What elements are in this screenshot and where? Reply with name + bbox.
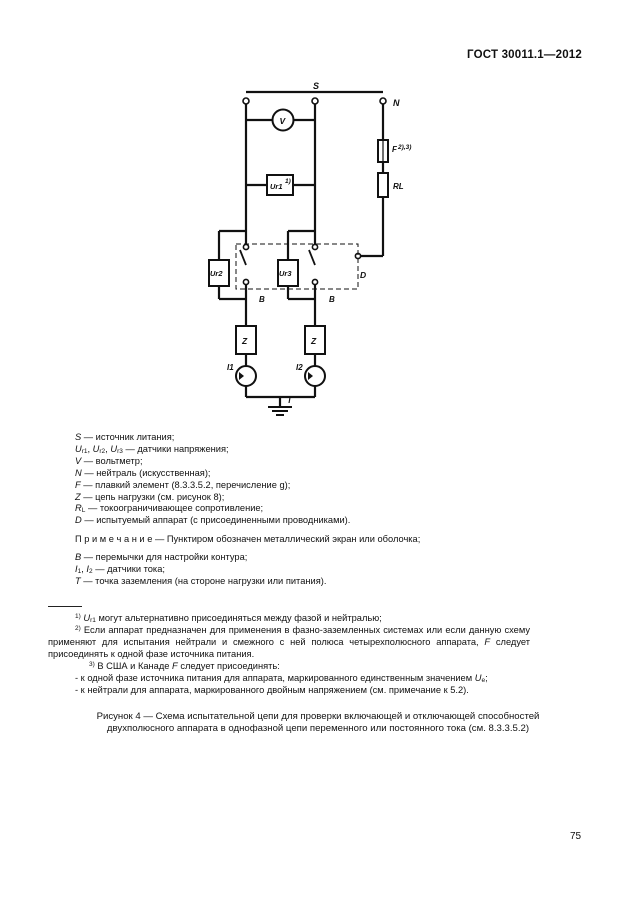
resistor-rl <box>378 173 388 197</box>
caption-line-2: двухполюсного аппарата в однофазной цепи переменного или постоянного тока (см. 8.3.3.5.2) <box>106 723 530 734</box>
caption-line-1: Рисунок 4 — Схема испытательной цепи для проверки включающей и отключающей способностей <box>96 711 540 722</box>
legend-item-v: V — вольтметр; <box>75 455 143 466</box>
label-z-right: Z <box>311 336 317 346</box>
footnote-2: $^{2)}$ Если аппарат предназначен для применения в фазно-заземленных системах или если данную схему применяют для испытания нейтрали и смежного с ней полюса четырехполюсного аппарата, F следует присоединять к одной фазе источника питания. <box>48 625 531 659</box>
footnote-separator <box>48 606 82 607</box>
legend-item-f: F — плавкий элемент (8.3.3.5.2, перечисление g); <box>75 479 291 490</box>
label-i1: I1 <box>227 363 234 372</box>
label-n: N <box>393 98 400 108</box>
label-s: S <box>313 81 320 91</box>
legend-item-u: $U_{r1}$, $U_{r2}$, $U_{r3}$ — датчики напряжения; <box>75 443 229 455</box>
legend-item-z: Z — цепь нагрузки (см. рисунок 8); <box>75 491 225 502</box>
footnote-3-item-2: - к нейтрали для аппарата, маркированного двойным напряжением (см. примечание к 5.2). <box>75 685 469 695</box>
label-ur3: Ur3 <box>279 269 292 278</box>
legend <box>75 432 575 588</box>
label-rl: RL <box>393 182 404 191</box>
switch-blade <box>309 250 315 265</box>
legend-item-rl: $R_L$ — токоограничивающее сопротивление; <box>75 503 264 515</box>
label-ur1: Ur1 <box>270 182 283 191</box>
footnote-1: $^{1)}$ $U_{r1}$ могут альтернативно присоединяться между фазой и нейтралью; <box>75 613 382 624</box>
legend-item-n: N — нейтраль (искусственная); <box>75 467 211 478</box>
label-b-right: B <box>329 295 335 304</box>
label-t: T <box>287 396 292 405</box>
page-number: 75 <box>570 831 582 842</box>
label-ur1-ref: 1) <box>285 178 291 185</box>
test-circuit-diagram <box>0 0 630 430</box>
ground-symbol <box>268 407 292 415</box>
label-v: V <box>279 116 286 126</box>
switch-blade <box>240 250 246 265</box>
legend-item-i: $I_1$, $I_2$ — датчики тока; <box>75 564 165 576</box>
footnote-3: $^{3)}$ В США и Канаде F следует присоединять: <box>89 661 280 671</box>
legend-item-t: T — точка заземления (на стороне нагрузки или питания). <box>75 575 327 586</box>
label-f: F <box>392 145 397 154</box>
label-b-left: B <box>259 295 265 304</box>
footnotes <box>48 612 531 696</box>
label-i2: I2 <box>296 363 303 372</box>
legend-item-d: D — испытуемый аппарат (с присоединенными проводниками). <box>75 515 351 526</box>
legend-note: П р и м е ч а н и е — Пунктиром обозначен металлический экран или оболочка; <box>75 534 421 545</box>
label-f-ref: 2),3) <box>398 144 412 151</box>
footnote-3-item-1: - к одной фазе источника питания для аппарата, маркированного единственным значением $U_e$; <box>75 673 488 684</box>
document-header: ГОСТ 30011.1—2012 <box>467 49 582 61</box>
figure-caption <box>78 711 558 735</box>
legend-item-s: S — источник литания; <box>75 432 175 442</box>
label-ur2: Ur2 <box>210 269 223 278</box>
legend-item-b: B — перемычки для настройки контура; <box>75 552 248 563</box>
label-z-left: Z <box>242 336 248 346</box>
label-d: D <box>360 270 367 280</box>
